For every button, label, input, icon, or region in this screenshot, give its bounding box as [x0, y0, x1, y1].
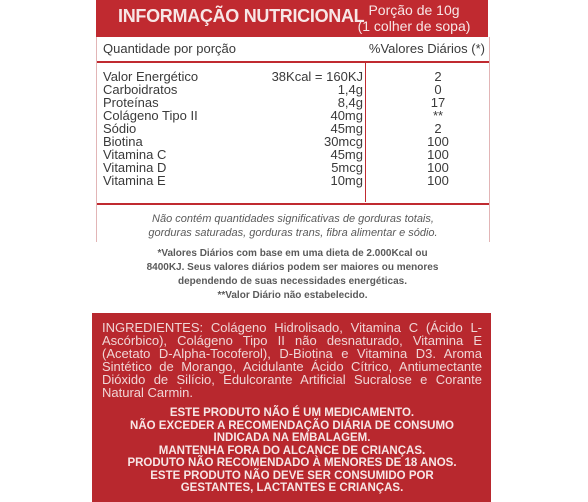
ingredients-text: INGREDIENTES: Colágeno Hidrolisado, Vitamina C (Ácido L-Ascórbico), Colágeno Tipo II não desnaturado, Vitamina E (Acetato D-Alpha-Tocoferol), D-Biotina e Vitamina D3. Aroma Sintético de Morango, Acidulante Ácido Cítrico, Antiumectante Dióxido de Silício, Edulcorante Artificial Sucralose e Corante Natural Carmin. — [102, 320, 482, 400]
footnote-line-4: **Valor Diário não estabelecido. — [217, 290, 368, 301]
divider — [97, 203, 489, 205]
footnote-line-2: 8400KJ. Seus valores diários podem ser maiores ou menores — [146, 262, 439, 273]
nutrient-amount: 8,4g — [337, 95, 363, 110]
warning-line: MANTENHA FORA DO ALCANCE DE CRIANÇAS. — [158, 444, 426, 457]
nutrient-dv: 2 — [434, 69, 442, 84]
nutrient-name: Biotina — [103, 134, 143, 149]
nutrient-dv: 17 — [430, 95, 446, 110]
left-margin — [0, 0, 95, 502]
nutrient-amount: 45mg — [330, 147, 363, 162]
nutrient-dv: 100 — [427, 160, 449, 175]
nutrient-name: Vitamina D — [103, 160, 167, 175]
warning-line: PRODUTO NÃO RECOMENDADO À MENORES DE 18 ANOS. — [127, 457, 457, 469]
portion-line-2: (1 colher de sopa) — [357, 18, 471, 34]
nutrient-amount: 40mg — [330, 108, 363, 123]
footnote-line-3: dependendo de suas necessidades energéticas. — [178, 276, 407, 287]
warning-line: ESTE PRODUTO NÃO DEVE SER CONSUMIDO POR — [150, 469, 434, 482]
quantity-label: Quantidade por porção — [103, 41, 236, 56]
table-row — [103, 174, 489, 187]
table-row — [103, 109, 489, 122]
warning-line: GESTANTES, LACTANTES E CRIANÇAS. — [180, 482, 404, 494]
divider — [97, 61, 489, 63]
nutrient-name: Proteínas — [103, 95, 159, 110]
note-line-1: Não contém quantidades significativas de gorduras totais, — [152, 213, 434, 225]
nutrient-amount: 45mg — [330, 121, 363, 136]
nutrition-title: INFORMAÇÃO NUTRICIONAL — [118, 6, 365, 26]
warning-line: ESTE PRODUTO NÃO É UM MEDICAMENTO. — [169, 407, 415, 419]
ingredients-panel — [92, 313, 491, 502]
footnote-line-1: *Valores Diários com base em uma dieta de 2.000Kcal ou — [157, 248, 428, 259]
nutrient-name: Vitamina C — [103, 147, 167, 162]
nutrition-header — [96, 0, 488, 37]
nutrition-table — [96, 37, 490, 242]
nutrient-dv: 100 — [427, 147, 449, 162]
nutrient-amount: 38Kcal = 160KJ — [271, 69, 363, 84]
table-header-row — [97, 37, 489, 61]
nutrient-amount: 30mcg — [323, 134, 363, 149]
portion-line-1: Porção de 10g — [368, 2, 460, 18]
dv-label: %Valores Diários (*) — [368, 41, 485, 56]
nutrient-name: Colágeno Tipo II — [103, 108, 198, 123]
nutrient-name: Carboidratos — [103, 82, 178, 97]
portion-size — [344, 2, 484, 34]
nutrient-amount: 10mg — [330, 173, 363, 188]
nutrient-dv: 100 — [427, 134, 449, 149]
nutrient-dv: 100 — [427, 173, 449, 188]
nutrient-rows — [103, 70, 489, 187]
nutrient-amount: 1,4g — [337, 82, 363, 97]
note-line-2: gorduras saturadas, gorduras trans, fibra alimentar e sódio. — [148, 227, 438, 239]
nutrient-name: Sódio — [103, 121, 137, 136]
footnote — [100, 247, 485, 303]
warnings — [102, 407, 482, 495]
warning-line: NÃO EXCEDER A RECOMENDAÇÃO DIÁRIA DE CONSUMO — [130, 419, 454, 432]
nutrient-name: Vitamina E — [103, 173, 166, 188]
warning-line: INDICADA NA EMBALAGEM. — [213, 432, 371, 444]
nutrient-dv: 0 — [434, 82, 442, 97]
nutrient-name: Valor Energético — [103, 69, 199, 84]
table-note — [97, 212, 489, 240]
nutrient-dv: 2 — [434, 121, 442, 136]
nutrient-dv: ** — [432, 108, 444, 123]
nutrient-amount: 5mcg — [331, 160, 363, 175]
